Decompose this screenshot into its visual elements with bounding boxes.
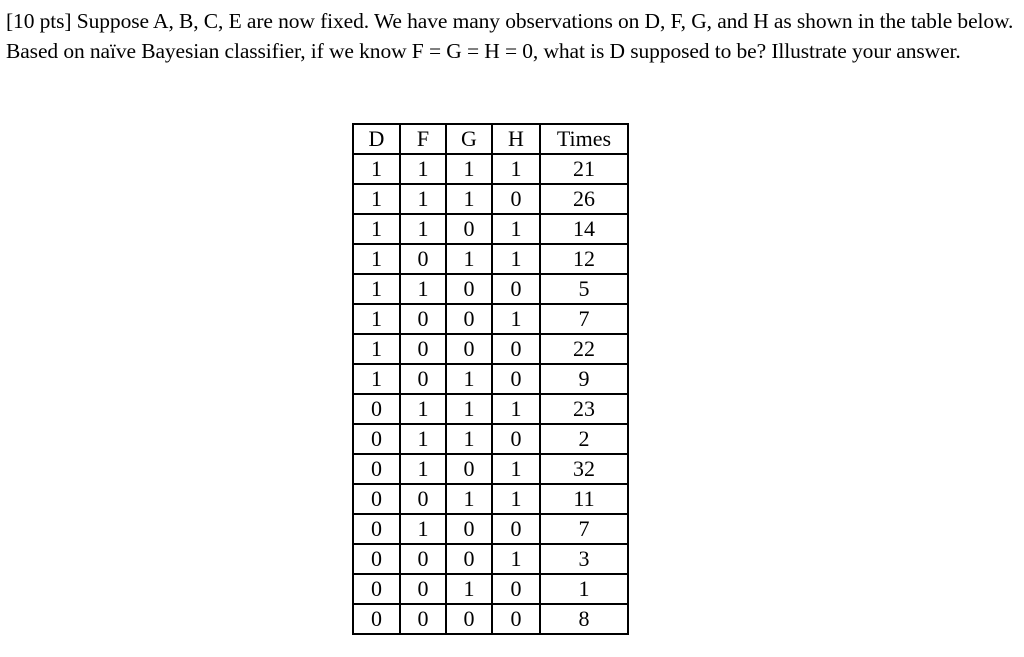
cell-f: 1 [400, 214, 446, 244]
cell-f: 1 [400, 274, 446, 304]
cell-f: 0 [400, 334, 446, 364]
cell-f: 0 [400, 544, 446, 574]
cell-d: 1 [353, 184, 400, 214]
cell-times: 23 [540, 394, 628, 424]
cell-times: 3 [540, 544, 628, 574]
cell-d: 0 [353, 544, 400, 574]
cell-d: 1 [353, 214, 400, 244]
cell-d: 1 [353, 334, 400, 364]
cell-h: 1 [492, 484, 540, 514]
cell-d: 0 [353, 424, 400, 454]
cell-d: 1 [353, 364, 400, 394]
cell-g: 0 [446, 214, 492, 244]
cell-d: 1 [353, 244, 400, 274]
cell-f: 0 [400, 304, 446, 334]
cell-d: 0 [353, 394, 400, 424]
cell-f: 1 [400, 394, 446, 424]
cell-times: 5 [540, 274, 628, 304]
cell-g: 1 [446, 484, 492, 514]
cell-f: 1 [400, 514, 446, 544]
cell-h: 1 [492, 154, 540, 184]
cell-f: 1 [400, 424, 446, 454]
cell-h: 0 [492, 604, 540, 634]
cell-d: 0 [353, 484, 400, 514]
cell-h: 1 [492, 244, 540, 274]
header-times: Times [540, 124, 628, 154]
table-row [353, 244, 628, 274]
cell-d: 0 [353, 454, 400, 484]
observations-table-container [352, 123, 629, 635]
table-row [353, 334, 628, 364]
table-header-row [353, 124, 628, 154]
table-row [353, 304, 628, 334]
cell-h: 1 [492, 214, 540, 244]
cell-times: 11 [540, 484, 628, 514]
cell-d: 0 [353, 574, 400, 604]
cell-times: 22 [540, 334, 628, 364]
cell-f: 0 [400, 574, 446, 604]
table-body [353, 154, 628, 634]
cell-times: 21 [540, 154, 628, 184]
cell-h: 0 [492, 334, 540, 364]
header-f: F [400, 124, 446, 154]
cell-times: 26 [540, 184, 628, 214]
cell-h: 0 [492, 514, 540, 544]
cell-h: 0 [492, 274, 540, 304]
cell-g: 0 [446, 544, 492, 574]
cell-times: 7 [540, 514, 628, 544]
cell-f: 0 [400, 484, 446, 514]
cell-g: 0 [446, 274, 492, 304]
cell-f: 1 [400, 454, 446, 484]
table-row [353, 544, 628, 574]
table-row [353, 274, 628, 304]
cell-g: 1 [446, 184, 492, 214]
table-row [353, 514, 628, 544]
cell-d: 1 [353, 154, 400, 184]
cell-times: 2 [540, 424, 628, 454]
cell-h: 0 [492, 364, 540, 394]
cell-g: 0 [446, 514, 492, 544]
cell-times: 7 [540, 304, 628, 334]
cell-g: 1 [446, 574, 492, 604]
table-row [353, 394, 628, 424]
table-row [353, 454, 628, 484]
cell-times: 1 [540, 574, 628, 604]
header-g: G [446, 124, 492, 154]
cell-h: 1 [492, 454, 540, 484]
cell-g: 1 [446, 394, 492, 424]
table-row [353, 364, 628, 394]
table-row [353, 574, 628, 604]
cell-times: 14 [540, 214, 628, 244]
observations-table [352, 123, 629, 635]
cell-f: 1 [400, 154, 446, 184]
cell-times: 9 [540, 364, 628, 394]
cell-g: 0 [446, 334, 492, 364]
cell-times: 32 [540, 454, 628, 484]
header-h: H [492, 124, 540, 154]
cell-h: 1 [492, 304, 540, 334]
cell-f: 0 [400, 244, 446, 274]
cell-g: 0 [446, 454, 492, 484]
cell-h: 0 [492, 574, 540, 604]
cell-f: 0 [400, 364, 446, 394]
table-row [353, 424, 628, 454]
cell-g: 1 [446, 244, 492, 274]
cell-d: 0 [353, 604, 400, 634]
cell-h: 1 [492, 544, 540, 574]
cell-f: 1 [400, 184, 446, 214]
cell-times: 8 [540, 604, 628, 634]
cell-f: 0 [400, 604, 446, 634]
table-row [353, 214, 628, 244]
cell-h: 0 [492, 184, 540, 214]
cell-h: 0 [492, 424, 540, 454]
cell-g: 1 [446, 424, 492, 454]
cell-g: 0 [446, 304, 492, 334]
cell-g: 0 [446, 604, 492, 634]
table-row [353, 604, 628, 634]
table-row [353, 484, 628, 514]
table-row [353, 184, 628, 214]
cell-d: 1 [353, 274, 400, 304]
cell-g: 1 [446, 364, 492, 394]
cell-d: 0 [353, 514, 400, 544]
table-row [353, 154, 628, 184]
cell-times: 12 [540, 244, 628, 274]
cell-h: 1 [492, 394, 540, 424]
cell-d: 1 [353, 304, 400, 334]
question-text: [10 pts] Suppose A, B, C, E are now fixed. We have many observations on D, F, G, and H as shown in the table below. Based on naïve Bayesian classifier, if we know F = G = H = 0, what is D supposed to be? Illustrate your answer. [6, 9, 1014, 63]
header-d: D [353, 124, 400, 154]
cell-g: 1 [446, 154, 492, 184]
